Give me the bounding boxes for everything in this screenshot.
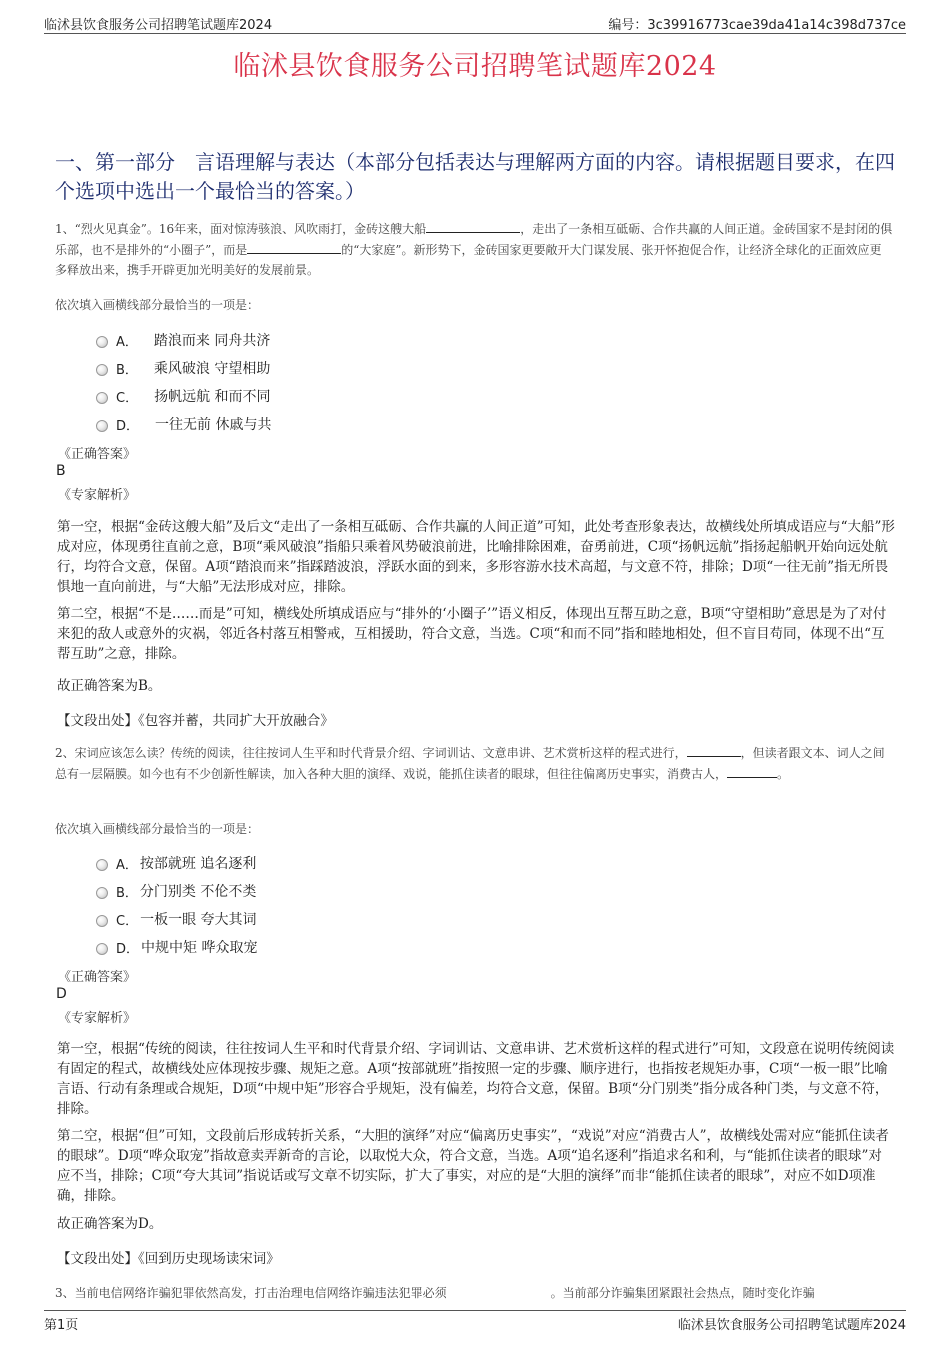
radio-icon[interactable] bbox=[96, 915, 108, 927]
question-1-analysis-1: 第一空，根据“金砖这艘大船”及后文“走出了一条相互砥砺、合作共赢的人间正道”可知，此处考查形象表达，故横线处所填成语应与“大船”形成对应，体现勇往直前之意，B项“乘风破浪”指船只乘着风势破浪前进，比喻排除困难，奋勇前进，C项“扬帆远航”指扬起船帆开始向远处航行，均符合文意，保留。A项“踏浪而来”指踩踏波浪，浮跃水面的到来，多形容游水技术高超，与文意不符，排除；D项“一往无前”指无所畏惧地一直向前进，与“大船”无法形成对应，排除。 bbox=[57, 519, 895, 595]
question-2-answer-label: 《正确答案》 bbox=[58, 970, 137, 985]
question-1-option-d[interactable]: D． 一往无前 休戚与共 bbox=[96, 410, 271, 438]
footer-divider bbox=[44, 1310, 906, 1311]
question-2-analysis-1: 第一空，根据“传统的阅读，往往按词人生平和时代背景介绍、字词训诂、文意串讲、艺术赏析这样的程式进行”可知，文段意在说明传统阅读有固定的程式，故横线处应体现按步骤、规矩之意。A项“按部就班”指按照一定的步骤、顺序进行，也指按老规矩办事，C项“一板一眼”比喻言语、行动有条理或合规矩，D项“中规中矩”形容合乎规矩，没有偏差，均符合文意，保留。B项“分门别类”指分成各种门类，与文意不符，排除。 bbox=[57, 1041, 895, 1117]
question-2-stem-part-b: ，但读者跟文本、词人之间总有一层隔膜。如今也有不少创新性解读，加入各种大胆的演绎、戏说，能抓住读者的眼球，但往往偏离历史事实，消费古人， bbox=[55, 746, 885, 781]
page-title: 临沭县饮食服务公司招聘笔试题库2024 bbox=[233, 51, 717, 82]
question-2-analysis-2: 第二空，根据“但”可知，文段前后形成转折关系，“大胆的演绎”对应“偏离历史事实”，“戏说”对应“消费古人”，故横线处需对应“能抓住读者的眼球”。D项“哗众取宠”指故意卖弄新奇的言论，以取悦大众，符合文意，当选。A项“追名逐利”指追求名和利，与“能抓住读者的眼球”对应不当，排除；C项“夸大其词”指说话或写文章不切实际，扩大了事实，对应的是“大胆的演绎”而非“能抓住读者的眼球”，对应不如D项准确，排除。 bbox=[57, 1128, 889, 1204]
question-2-options bbox=[96, 849, 257, 961]
question-2-source: 【文段出处】《回到历史现场读宋词》 bbox=[57, 1251, 280, 1267]
question-2-answer: D bbox=[56, 986, 67, 1002]
question-2-stem-part-c: 。 bbox=[777, 766, 790, 781]
radio-icon[interactable] bbox=[96, 887, 108, 899]
question-1-stem-part-b: ，走出了一条相互砥砺、合作共赢的人间正道。金砖国家不是封闭的俱乐部，也不是排外的“小圈子”，而是 bbox=[55, 222, 893, 257]
footer-page-number: 第1页 bbox=[44, 1318, 79, 1333]
question-2-blank-2 bbox=[727, 764, 777, 778]
question-1-answer-label: 《正确答案》 bbox=[58, 447, 137, 462]
question-1-answer: B bbox=[56, 463, 66, 479]
question-1-source: 【文段出处】《包容并蓄，共同扩大开放融合》 bbox=[57, 713, 334, 729]
radio-icon[interactable] bbox=[96, 364, 108, 376]
radio-icon[interactable] bbox=[96, 943, 108, 955]
radio-icon[interactable] bbox=[96, 336, 108, 348]
radio-icon[interactable] bbox=[96, 859, 108, 871]
header-doc-id: 编号：3c39916773cae39da41a14c398d737ce bbox=[608, 18, 906, 33]
question-1-stem-part-c: 的“大家庭”。新形势下，金砖国家更要敞开大门谋发展、张开怀抱促合作，让经济全球化的正面效应更多释放出来，携手开辟更加光明美好的发展前景。 bbox=[55, 242, 882, 277]
question-2-analysis-label: 《专家解析》 bbox=[58, 1011, 137, 1026]
question-1-option-b[interactable]: B． 乘风破浪 守望相助 bbox=[96, 354, 271, 382]
question-3-stem-part-b: 。当前部分诈骗集团紧跟社会热点，随时变化诈骗 bbox=[550, 1286, 815, 1300]
question-2-prompt: 依次填入画横线部分最恰当的一项是： bbox=[55, 822, 260, 836]
question-2-conclusion: 故正确答案为D。 bbox=[57, 1216, 163, 1232]
footer-doc-title: 临沭县饮食服务公司招聘笔试题库2024 bbox=[677, 1318, 906, 1333]
question-3-stem bbox=[55, 1283, 893, 1303]
radio-icon[interactable] bbox=[96, 420, 108, 432]
question-1-options bbox=[96, 326, 271, 438]
question-1-blank-2 bbox=[247, 240, 341, 254]
question-2-option-a[interactable]: A． 按部就班 追名逐利 bbox=[96, 849, 257, 877]
question-1-blank-1 bbox=[426, 219, 520, 233]
question-2-stem bbox=[55, 743, 893, 784]
question-1-stem bbox=[55, 219, 893, 281]
question-1-option-c[interactable]: C． 扬帆远航 和而不同 bbox=[96, 382, 271, 410]
header-doc-title: 临沭县饮食服务公司招聘笔试题库2024 bbox=[44, 18, 273, 33]
question-2-option-c[interactable]: C． 一板一眼 夸大其词 bbox=[96, 905, 257, 933]
question-3-stem-part-a: 3、当前电信网络诈骗犯罪依然高发，打击治理电信网络诈骗违法犯罪必须 bbox=[55, 1286, 447, 1300]
question-1-prompt: 依次填入画横线部分最恰当的一项是： bbox=[55, 298, 260, 312]
question-2-stem-part-a: 2、宋词应该怎么读？传统的阅读，往往按词人生平和时代背景介绍、字词训诂、文意串讲、艺术赏析这样的程式进行， bbox=[55, 746, 687, 760]
question-2-option-b[interactable]: B． 分门别类 不伦不类 bbox=[96, 877, 257, 905]
question-1-analysis-label: 《专家解析》 bbox=[58, 488, 137, 503]
section-title: 一、第一部分 言语理解与表达（本部分包括表达与理解两方面的内容。请根据题目要求，在四个选项中选出一个最恰当的答案。） bbox=[55, 150, 895, 203]
radio-icon[interactable] bbox=[96, 392, 108, 404]
question-1-analysis-2: 第二空，根据“不是……而是”可知，横线处所填成语应与“排外的‘小圈子’”语义相反，体现出互帮互助之意，B项“守望相助”意思是为了对付来犯的敌人或意外的灾祸，邻近各村落互相警戒，互相援助，符合文意，当选。C项“和而不同”指和睦地相处，但不盲目苟同，体现不出“互帮互助”之意，排除。 bbox=[57, 606, 887, 662]
header-divider bbox=[44, 33, 906, 34]
question-1-conclusion: 故正确答案为B。 bbox=[57, 678, 162, 694]
question-1-stem-part-a: 1、“烈火见真金”。16年来，面对惊涛骇浪、风吹雨打，金砖这艘大船 bbox=[55, 222, 427, 236]
question-2-blank-1 bbox=[687, 743, 741, 757]
question-2-option-d[interactable]: D． 中规中矩 哗众取宠 bbox=[96, 933, 257, 961]
question-1-option-a[interactable]: A． 踏浪而来 同舟共济 bbox=[96, 326, 271, 354]
